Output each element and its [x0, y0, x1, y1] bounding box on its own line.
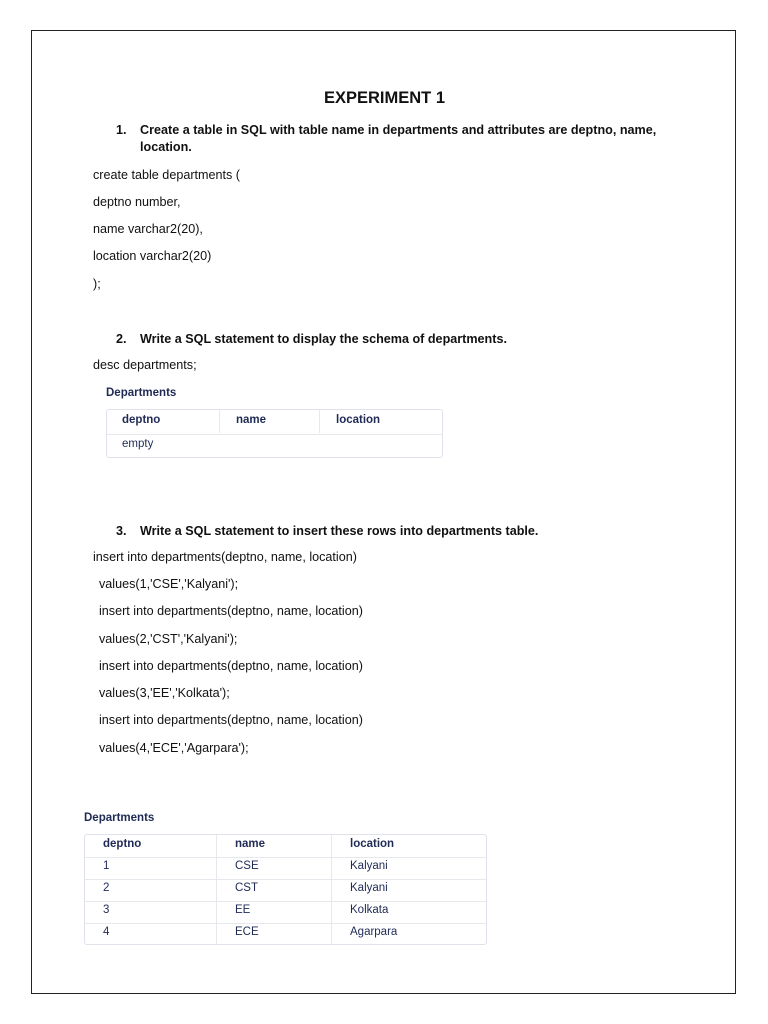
column-header: name: [235, 838, 266, 850]
q3-code-line: insert into departments(deptno, name, location): [99, 604, 363, 618]
question-1: [32, 122, 737, 156]
q3-code-line: values(1,'CSE','Kalyani');: [99, 577, 239, 591]
result-table: [84, 834, 487, 945]
table-cell: 4: [103, 926, 110, 938]
column-header: location: [336, 414, 381, 426]
table-row: [107, 434, 442, 458]
table-cell: Agarpara: [350, 926, 398, 938]
schema-table: [106, 409, 443, 458]
table-cell: CST: [235, 882, 258, 894]
table-cell: Kalyani: [350, 860, 388, 872]
table-cell: Kolkata: [350, 904, 389, 916]
q3-code-line: insert into departments(deptno, name, location): [93, 550, 357, 564]
q3-code-line: values(4,'ECE','Agarpara');: [99, 741, 249, 755]
q3-code-line: insert into departments(deptno, name, location): [99, 713, 363, 727]
column-header: name: [236, 414, 267, 426]
column-header: deptno: [103, 838, 142, 850]
table-row: [85, 901, 486, 924]
table-header-row: [107, 410, 442, 435]
table-cell: 3: [103, 904, 110, 916]
question-2-number: 2.: [116, 332, 127, 346]
schema-table-title: Departments: [106, 387, 177, 399]
question-1-number: 1.: [116, 123, 127, 137]
result-table-title: Departments: [84, 812, 155, 824]
q2-code-line: desc departments;: [93, 358, 197, 372]
question-3: [32, 523, 737, 540]
table-row: [85, 923, 486, 945]
question-3-text: Write a SQL statement to insert these rows into departments table.: [140, 524, 539, 538]
q1-code-line: location varchar2(20): [93, 249, 212, 263]
table-cell: Kalyani: [350, 882, 388, 894]
q1-code-line: create table departments (: [93, 168, 241, 182]
question-2-text: Write a SQL statement to display the schema of departments.: [140, 332, 507, 346]
q1-code-line: deptno number,: [93, 195, 181, 209]
q3-code-line: values(2,'CST','Kalyani');: [99, 632, 238, 646]
q1-code-line: name varchar2(20),: [93, 222, 203, 236]
column-header: location: [350, 838, 395, 850]
table-cell: 1: [103, 860, 110, 872]
table-cell: ECE: [235, 926, 259, 938]
empty-text: empty: [122, 438, 154, 450]
table-row: [85, 857, 486, 880]
q3-code-line: values(3,'EE','Kolkata');: [99, 686, 230, 700]
q3-code-line: insert into departments(deptno, name, location): [99, 659, 363, 673]
table-cell: EE: [235, 904, 251, 916]
page-title: EXPERIMENT 1: [323, 89, 446, 107]
column-header: deptno: [122, 414, 161, 426]
table-row: [85, 879, 486, 902]
table-cell: 2: [103, 882, 110, 894]
q1-code-line: );: [93, 277, 101, 291]
table-header-row: [85, 835, 486, 858]
question-2: [32, 331, 737, 348]
document-page: [31, 30, 736, 994]
question-1-text-line2: location.: [140, 140, 192, 154]
table-cell: CSE: [235, 860, 259, 872]
question-1-text-line1: Create a table in SQL with table name in departments and attributes are deptno, name,: [140, 123, 657, 137]
question-3-number: 3.: [116, 524, 127, 538]
